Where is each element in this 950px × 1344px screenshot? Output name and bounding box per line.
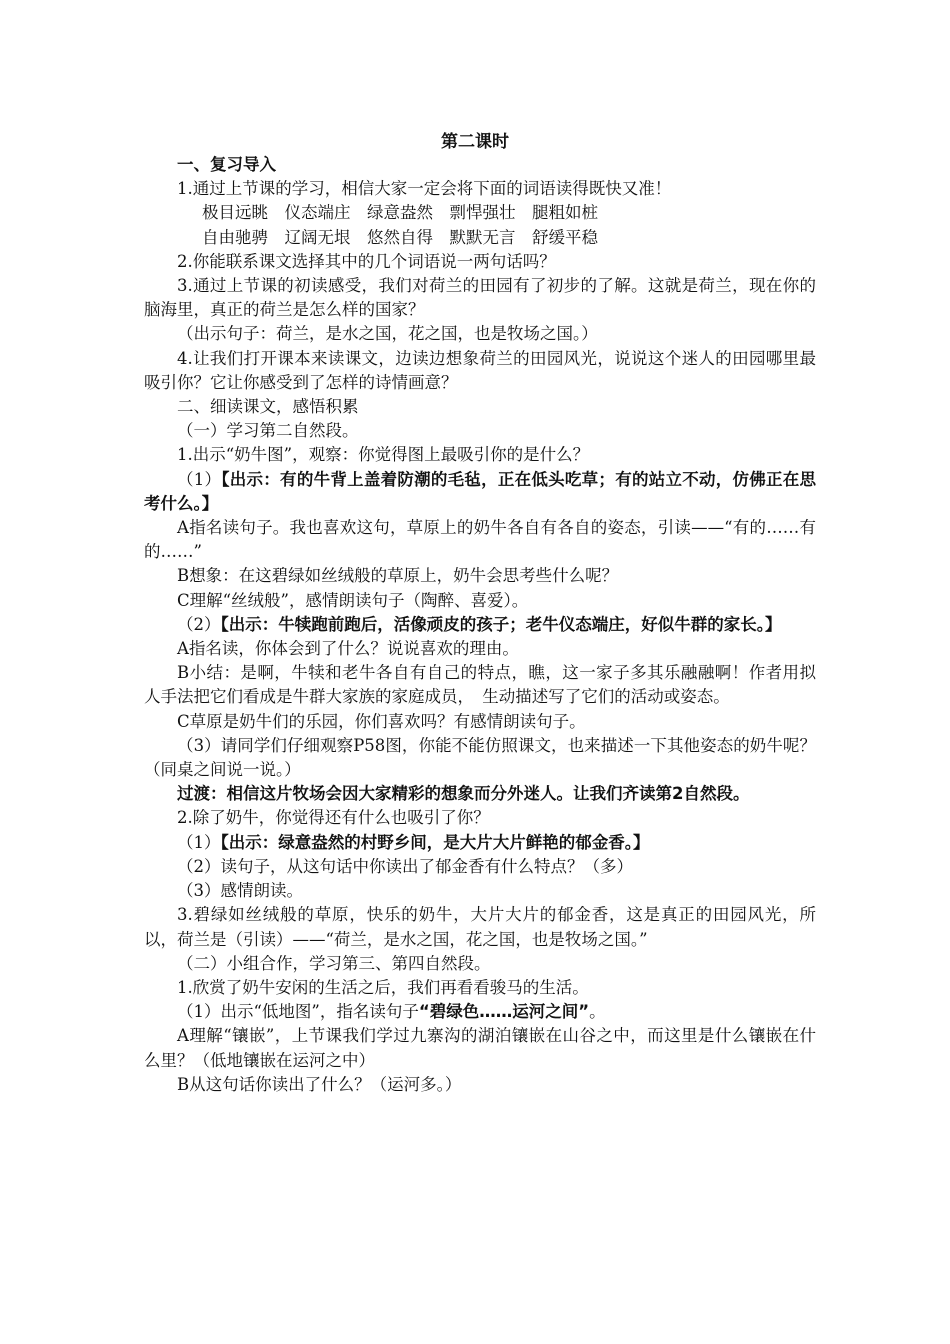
paragraph: 3.通过上节课的初读感受，我们对荷兰的田园有了初步的了解。这就是荷兰，现在你的脑海里，真正的荷兰是怎么样的国家？ xyxy=(144,276,816,320)
section-heading: 一、复习导入 xyxy=(177,155,276,174)
document-body xyxy=(144,153,816,1097)
quoted-sentence: 【出示：牛犊跑前跑后，活像顽皮的孩子；老牛仪态端庄，好似牛群的家长。】 xyxy=(220,614,782,634)
paragraph: （3）请同学们仔细观察P58图，你能不能仿照课文，也来描述一下其他姿态的奶牛呢？（同桌之间说一说。） xyxy=(144,735,816,780)
paragraph: （出示句子：荷兰，是水之国，花之国，也是牧场之国。） xyxy=(177,324,598,344)
paragraph: （二）小组合作，学习第三、第四自然段。 xyxy=(177,953,491,973)
paragraph: A理解“镶嵌”，上节课我们学过九寨沟的湖泊镶嵌在山谷之中，而这里是什么镶嵌在什么里？（低地镶嵌在运河之中） xyxy=(144,1026,816,1070)
paragraph xyxy=(144,468,816,516)
page-title: 第二课时 xyxy=(441,132,509,152)
paragraph: 1.出示“奶牛图”，观察：你觉得图上最吸引你的是什么？ xyxy=(177,445,590,465)
paragraph: 2.除了奶牛，你觉得还有什么也吸引了你？ xyxy=(177,808,490,828)
quoted-sentence: 【出示：绿意盎然的村野乡间，是大片大片鲜艳的郁金香。】 xyxy=(220,832,650,852)
paragraph: （一）学习第二自然段。 xyxy=(177,421,359,441)
paragraph: （2）读句子，从这句话中你读出了郁金香有什么特点？（多） xyxy=(177,856,633,876)
item-number: （1） xyxy=(177,832,221,852)
paragraph: 1.欣赏了奶牛安闲的生活之后，我们再看看骏马的生活。 xyxy=(177,977,589,997)
paragraph xyxy=(144,613,816,637)
paragraph: 2.你能联系课文选择其中的几个词语说一两句话吗？ xyxy=(177,251,556,271)
item-number: （2） xyxy=(177,614,221,634)
paragraph: C草原是奶牛们的乐园，你们喜欢吗？有感情朗读句子。 xyxy=(177,711,586,731)
item-number: （1） xyxy=(177,469,222,489)
word-list: 自由驰骋 辽阔无垠 悠然自得 默默无言 舒缓平稳 xyxy=(202,227,598,247)
paragraph: 4.让我们打开课本来读课文，边读边想象荷兰的田园风光，说说这个迷人的田园哪里最吸引你？它让你感受到了怎样的诗情画意？ xyxy=(144,348,816,392)
sentence-text: （1）出示“低地图”，指名读句子 xyxy=(177,1002,419,1022)
paragraph: A指名读句子。我也喜欢这句，草原上的奶牛各自有各自的姿态，引读——“有的……有的……” xyxy=(144,518,816,562)
paragraph: B从这句话你读出了什么？（运河多。） xyxy=(177,1074,462,1094)
section-heading: 二、细读课文，感悟积累 xyxy=(177,397,359,417)
quoted-sentence: 【出示：有的牛背上盖着防潮的毛毡，正在低头吃草；有的站立不动，仿佛正在思考什么。】 xyxy=(144,469,817,513)
paragraph: C理解“丝绒般”，感情朗读句子（陶醉、喜爱）。 xyxy=(177,590,529,610)
paragraph xyxy=(144,831,816,855)
quoted-sentence: “碧绿色……运河之间” xyxy=(418,1002,590,1022)
paragraph: 3.碧绿如丝绒般的草原，快乐的奶牛，大片大片的郁金香，这是真正的田园风光，所以，荷兰是（引读）——“荷兰，是水之国，花之国，也是牧场之国。” xyxy=(144,905,816,949)
paragraph: （3）感情朗读。 xyxy=(177,881,303,901)
paragraph: B小结：是啊，牛犊和老牛各自有自己的特点，瞧，这一家子多其乐融融啊！作者用拟人手法把它们看成是牛群大家族的家庭成员， 生动描述写了它们的活动或姿态。 xyxy=(144,663,816,707)
transition-paragraph: 过渡：相信这片牧场会因大家精彩的想象而分外迷人。让我们齐读第2自然段。 xyxy=(177,784,750,804)
word-list: 极目远眺 仪态端庄 绿意盎然 剽悍强壮 腿粗如桩 xyxy=(202,203,598,223)
paragraph: A指名读，你体会到了什么？说说喜欢的理由。 xyxy=(177,639,519,659)
paragraph: 1.通过上节课的学习，相信大家一定会将下面的词语读得既快又准！ xyxy=(177,179,672,199)
paragraph: B想象：在这碧绿如丝绒般的草原上，奶牛会思考些什么呢？ xyxy=(177,566,619,586)
sentence-end: 。 xyxy=(589,1002,606,1022)
paragraph xyxy=(144,1000,816,1024)
